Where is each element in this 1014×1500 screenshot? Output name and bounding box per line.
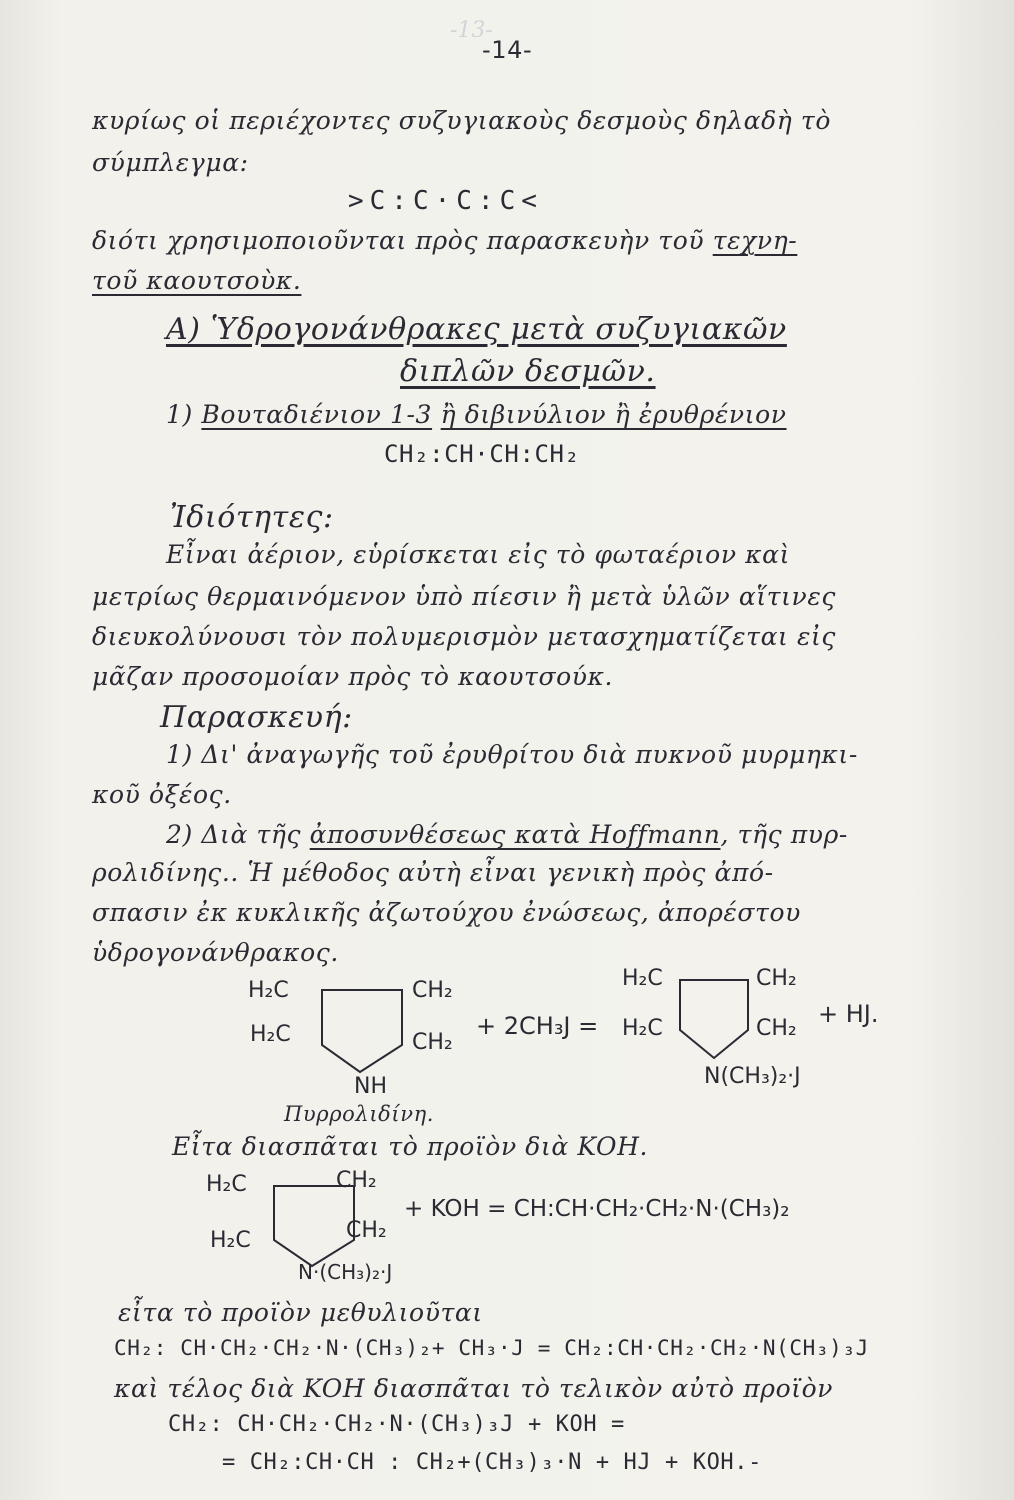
text-line: κοῦ ὀξέος. xyxy=(92,780,232,809)
text-line: εἶτα τὸ προϊὸν μεθυλιοῦται xyxy=(118,1298,483,1327)
butadiene-formula: CH₂:CH·CH:CH₂ xyxy=(384,440,580,468)
reaction-rhs: + KOH = CH:CH·CH₂·CH₂·N·(CH₃)₂ xyxy=(404,1196,790,1222)
ring-atom: N·(CH₃)₂·J xyxy=(298,1260,393,1284)
compound-name: Βουταδιένιον 1-3 xyxy=(201,400,433,429)
byproduct: + HJ. xyxy=(818,1000,879,1028)
ring-atom: H₂C xyxy=(622,966,663,991)
underlined-phrase: ἀποσυνθέσεως κατὰ Hoffmann xyxy=(309,820,721,849)
ring-atom: CH₂ xyxy=(756,1016,797,1041)
subsection-title xyxy=(166,400,787,429)
ring-atom: CH₂ xyxy=(412,1030,453,1055)
text-line: τοῦ καουτσοὺκ. xyxy=(92,266,302,295)
text-line: μᾶζαν προσομοίαν πρὸς τὸ καουτσούκ. xyxy=(92,662,614,691)
text-line xyxy=(92,226,797,255)
equation-methylation: CH₂: CH·CH₂·CH₂·N·(CH₃)₂+ CH₃·J = CH₂:CH·CH₂·CH₂·N(CH₃)₃J xyxy=(114,1336,869,1360)
ring-atom: H₂C xyxy=(248,978,289,1003)
text-line: Εἶναι ἀέριον, εὑρίσκεται εἰς τὸ φωταέριον καὶ xyxy=(166,540,791,569)
ring-atom: CH₂ xyxy=(412,978,453,1003)
underlined-word: τεχνη- xyxy=(712,226,798,255)
text-line: Εἶτα διασπᾶται τὸ προϊὸν διὰ KOH. xyxy=(172,1132,649,1161)
page-number: -14- xyxy=(482,36,533,64)
ring-atom: CH₂ xyxy=(756,966,797,991)
text-span: 2) Διὰ τῆς xyxy=(166,820,302,849)
ring-atom: NH xyxy=(354,1074,387,1099)
section-heading-cont: διπλῶν δεσμῶν. xyxy=(400,354,656,389)
text-line: σπασιν ἐκ κυκλικῆς ἀζωτούχου ἐνώσεως, ἀπορέστου xyxy=(92,898,801,927)
text-span: , τῆς πυρ- xyxy=(720,820,848,849)
text-line: 1) Δι' ἀναγωγῆς τοῦ ἐρυθρίτου διὰ πυκνοῦ μυρμηκι- xyxy=(166,740,858,769)
ring-atom: H₂C xyxy=(250,1022,291,1047)
subsection-number: 1) xyxy=(166,400,193,429)
compound-label: Πυρρολιδίνη. xyxy=(284,1102,435,1126)
text-line: μετρίως θερμαινόμενον ὑπὸ πίεσιν ἢ μετὰ ὑλῶν αἵτινες xyxy=(92,582,836,611)
bleed-page-number: -13- xyxy=(450,18,493,43)
compound-synonyms: ἢ διβινύλιον ἢ ἐρυθρένιον xyxy=(440,400,787,429)
ring-atom: CH₂ xyxy=(346,1218,387,1243)
equation-final-2: = CH₂:CH·CH : CH₂+(CH₃)₃·N + HJ + KOH.- xyxy=(222,1450,762,1475)
ring-atom: H₂C xyxy=(206,1172,247,1197)
ring-atom: CH₂ xyxy=(336,1168,377,1193)
text-line: διευκολύνουσι τὸν πολυμερισμὸν μετασχηματίζεται εἰς xyxy=(92,622,837,651)
text-span: διότι χρησιμοποιοῦνται πρὸς παρασκευὴν τοῦ xyxy=(92,226,705,255)
text-line: καὶ τέλος διὰ KOH διασπᾶται τὸ τελικὸν αὐτὸ προϊὸν xyxy=(114,1374,834,1403)
preparation-title: Παρασκευή: xyxy=(160,700,353,735)
pyrrolidine-ring-bonds xyxy=(318,990,408,1080)
properties-title: Ἰδιότητες: xyxy=(170,500,334,535)
ring-atom: H₂C xyxy=(210,1228,251,1253)
text-line xyxy=(166,820,848,849)
equation-final-1: CH₂: CH·CH₂·CH₂·N·(CH₃)₃J + KOH = xyxy=(168,1412,625,1437)
ring-atom: N(CH₃)₂·J xyxy=(704,1064,801,1089)
conjugated-system-formula: >C:C·C:C< xyxy=(348,186,543,216)
ring-atom: H₂C xyxy=(622,1016,663,1041)
reagent: + 2CH₃J = xyxy=(476,1012,599,1040)
section-heading: Α) Ὑδρογονάνθρακες μετὰ συζυγιακῶν xyxy=(166,312,787,347)
text-line: ὑδρογονάνθρακος. xyxy=(92,938,339,967)
product-ring-bonds xyxy=(676,980,756,1060)
text-line: κυρίως οἱ περιέχοντες συζυγιακοὺς δεσμοὺς δηλαδὴ τὸ xyxy=(92,106,831,135)
text-line: σύμπλεγμα: xyxy=(92,148,249,177)
text-line: ρολιδίνης.. Ἡ μέθοδος αὐτὴ εἶναι γενικὴ πρὸς ἀπό- xyxy=(92,858,774,887)
